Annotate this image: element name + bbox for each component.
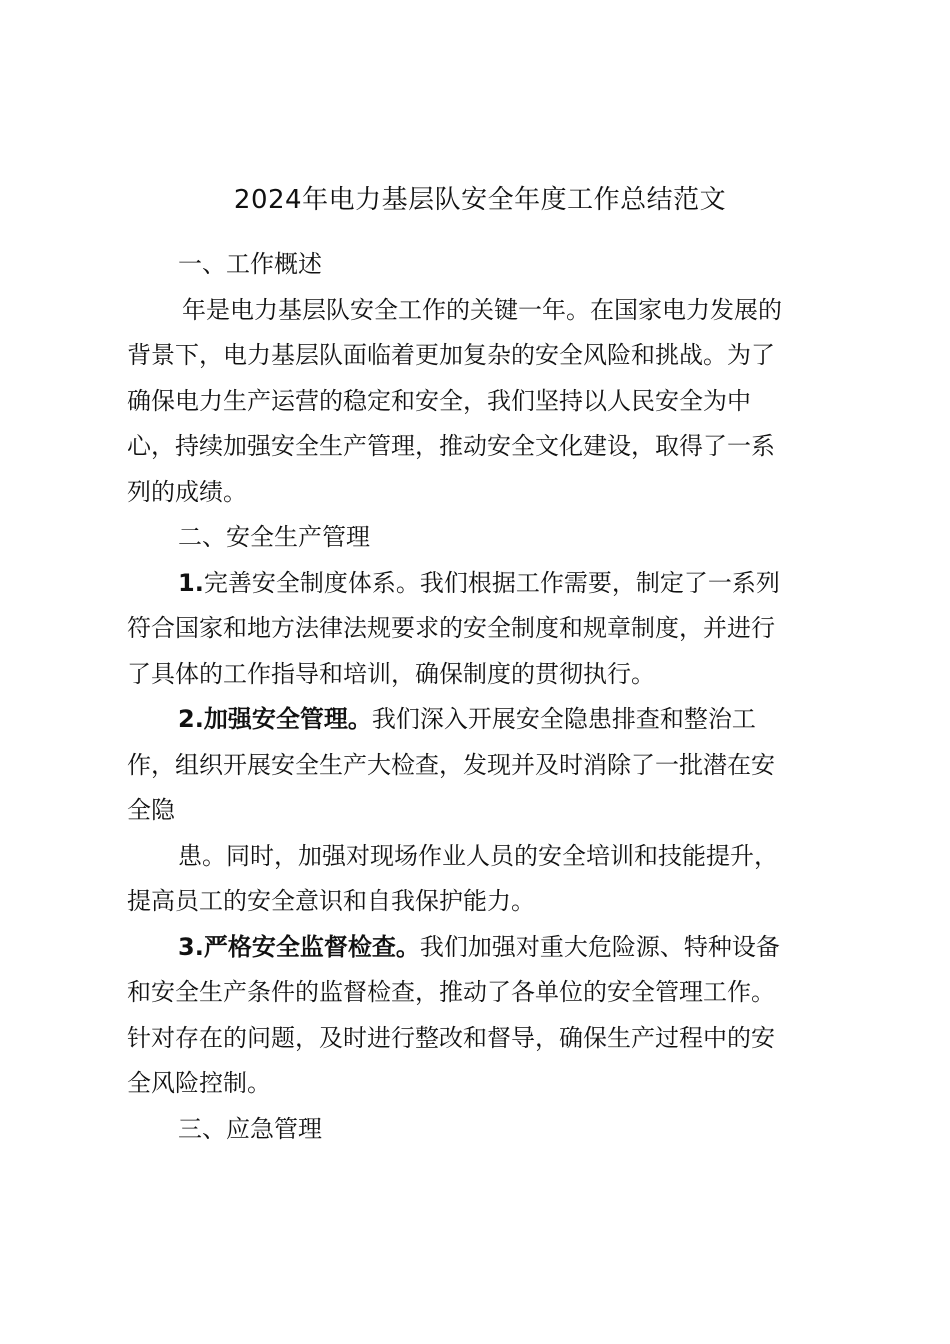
item-text: 完善安全制度体系。我们根据工作需要，制定了一系列 <box>203 568 780 597</box>
paragraph-line: 针对存在的问题，及时进行整改和督导，确保生产过程中的安 <box>127 1023 775 1052</box>
paragraph-line <box>127 925 827 971</box>
paragraph-line: 心，持续加强安全生产管理，推动安全文化建设，取得了一系 <box>127 432 775 460</box>
item-lead: 2.加强安全管理。 <box>178 705 372 733</box>
paragraph-line: 列的成绩。 <box>127 477 247 506</box>
paragraph-line: 符合国家和地方法律法规要求的安全制度和规章制度，并进行 <box>127 614 775 642</box>
paragraph-line <box>127 561 827 607</box>
item-lead: 3.严格安全监督检查。 <box>178 932 420 961</box>
paragraph-line: 全风险控制。 <box>127 1069 271 1097</box>
item-number: 1. <box>178 568 204 597</box>
paragraph-line: 患。同时，加强对现场作业人员的安全培训和技能提升， <box>178 841 778 870</box>
item-text: 我们加强对重大危险源、特种设备 <box>419 932 780 961</box>
paragraph-line: 全隐 <box>127 796 175 824</box>
document-title: 2024年电力基层队安全年度工作总结范文 <box>233 185 727 215</box>
section-heading-emergency-management: 三、应急管理 <box>178 1114 322 1143</box>
paragraph-line <box>127 697 827 743</box>
item-text: 我们深入开展安全隐患排查和整治工 <box>371 705 756 733</box>
document-body <box>127 242 827 1152</box>
paragraph-line: 和安全生产条件的监督检查，推动了各单位的安全管理工作。 <box>127 978 775 1006</box>
section-heading-safety-management: 二、安全生产管理 <box>178 523 370 551</box>
section-heading-overview: 一、工作概述 <box>178 250 322 278</box>
paragraph-line: 年是电力基层队安全工作的关键一年。在国家电力发展的 <box>182 295 782 324</box>
paragraph-line: 提高员工的安全意识和自我保护能力。 <box>127 887 535 915</box>
paragraph-line: 了具体的工作指导和培训，确保制度的贯彻执行。 <box>127 659 655 688</box>
paragraph-line: 背景下，电力基层队面临着更加复杂的安全风险和挑战。为了 <box>127 341 775 369</box>
paragraph-line: 作，组织开展安全生产大检查，发现并及时消除了一批潜在安 <box>127 750 775 779</box>
paragraph-line: 确保电力生产运营的稳定和安全，我们坚持以人民安全为中 <box>127 386 751 415</box>
